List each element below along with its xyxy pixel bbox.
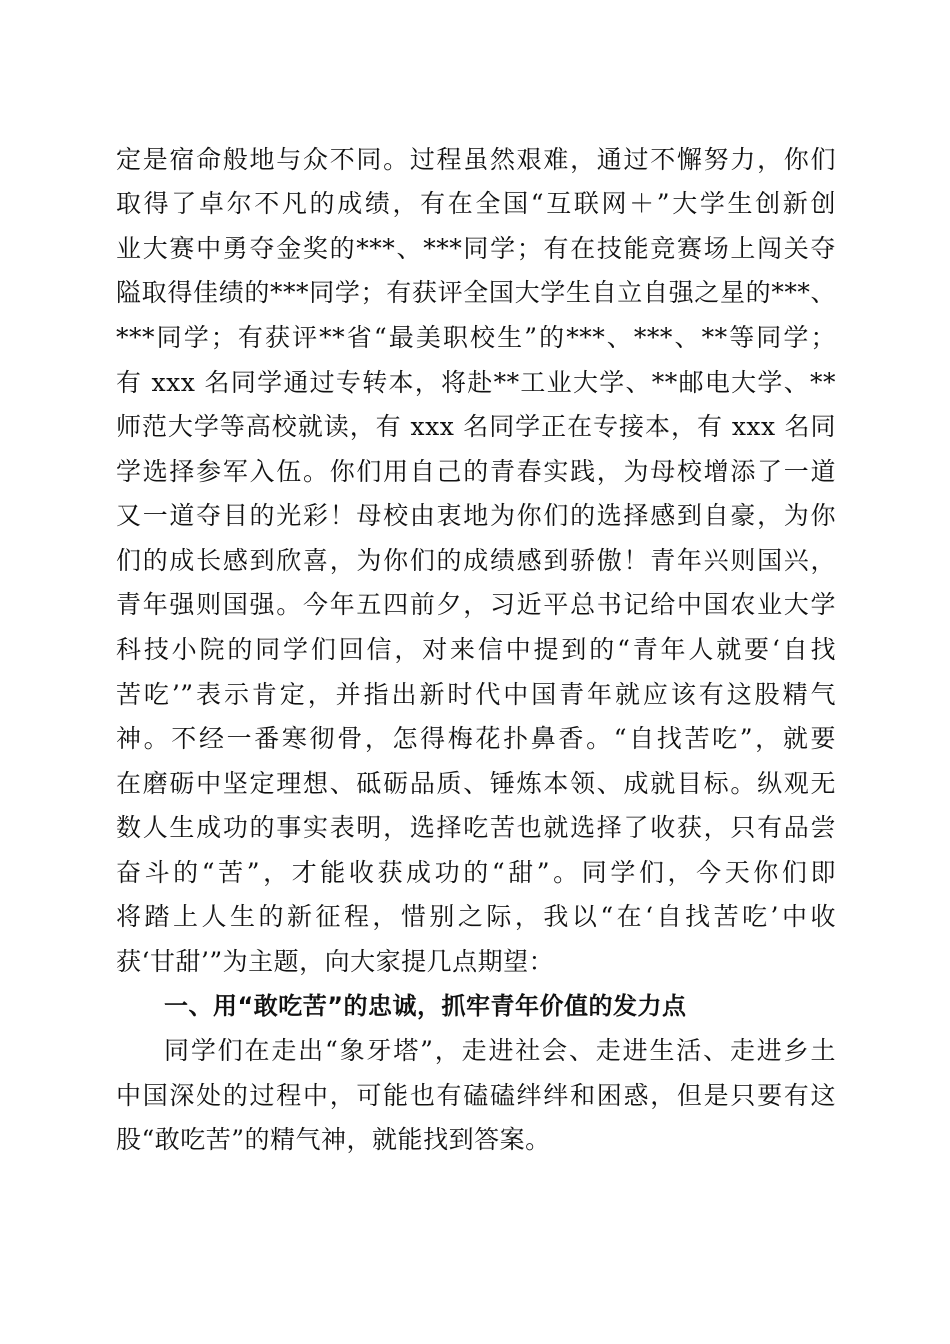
body-text-line: 科技小院的同学们回信，对来信中提到的“青年人就要‘自找: [116, 635, 836, 664]
body-text-line: 数人生成功的事实表明，选择吃苦也就选择了收获，只有品尝: [116, 813, 836, 842]
body-text-line: 同学们在走出“象牙塔”，走进社会、走进生活、走进乡土: [164, 1036, 836, 1065]
body-text-line: 获‘甘甜’”为主题，向大家提几点期望：: [116, 947, 555, 976]
body-text-line: 中国深处的过程中，可能也有磕磕绊绊和困惑，但是只要有这: [116, 1081, 836, 1110]
body-text-line: 定是宿命般地与众不同。过程虽然艰难，通过不懈努力，你们: [116, 145, 836, 174]
body-text-line: 奋斗的“苦”，才能收获成功的“甜”。同学们，今天你们即: [116, 858, 836, 887]
body-text-line: 业大赛中勇夺金奖的***、***同学；有在技能竞赛场上闯关夺: [116, 234, 836, 263]
body-text-line: ***同学；有获评**省“最美职校生”的***、***、**等同学；: [116, 323, 836, 352]
body-text-line: 师范大学等高校就读，有 xxx 名同学正在专接本，有 xxx 名同: [116, 412, 836, 441]
body-text-line: 取得了卓尔不凡的成绩，有在全国“互联网＋”大学生创新创: [116, 189, 836, 218]
body-text-line: 有 xxx 名同学通过专转本，将赴**工业大学、**邮电大学、**: [116, 368, 836, 397]
body-text-line: 神。不经一番寒彻骨，怎得梅花扑鼻香。“自找苦吃”，就要: [116, 724, 836, 753]
body-text-line: 青年强则国强。今年五四前夕，习近平总书记给中国农业大学: [116, 590, 836, 619]
body-text-line: 们的成长感到欣喜，为你们的成绩感到骄傲！青年兴则国兴，: [116, 546, 836, 575]
section-heading: 一、用“敢吃苦”的忠诚，抓牢青年价值的发力点: [164, 992, 687, 1020]
body-text-line: 苦吃’”表示肯定，并指出新时代中国青年就应该有这股精气: [116, 680, 836, 709]
body-text-line: 又一道夺目的光彩！母校由衷地为你们的选择感到自豪，为你: [116, 501, 836, 530]
body-text-line: 学选择参军入伍。你们用自己的青春实践，为母校增添了一道: [116, 457, 836, 486]
body-text-line: 股“敢吃苦”的精气神，就能找到答案。: [116, 1125, 551, 1154]
body-text-line: 隘取得佳绩的***同学；有获评全国大学生自立自强之星的***、: [116, 278, 836, 307]
body-text-line: 在磨砺中坚定理想、砥砺品质、锤炼本领、成就目标。纵观无: [116, 769, 836, 798]
body-text-line: 将踏上人生的新征程，惜别之际，我以“在‘自找苦吃’中收: [116, 902, 836, 931]
